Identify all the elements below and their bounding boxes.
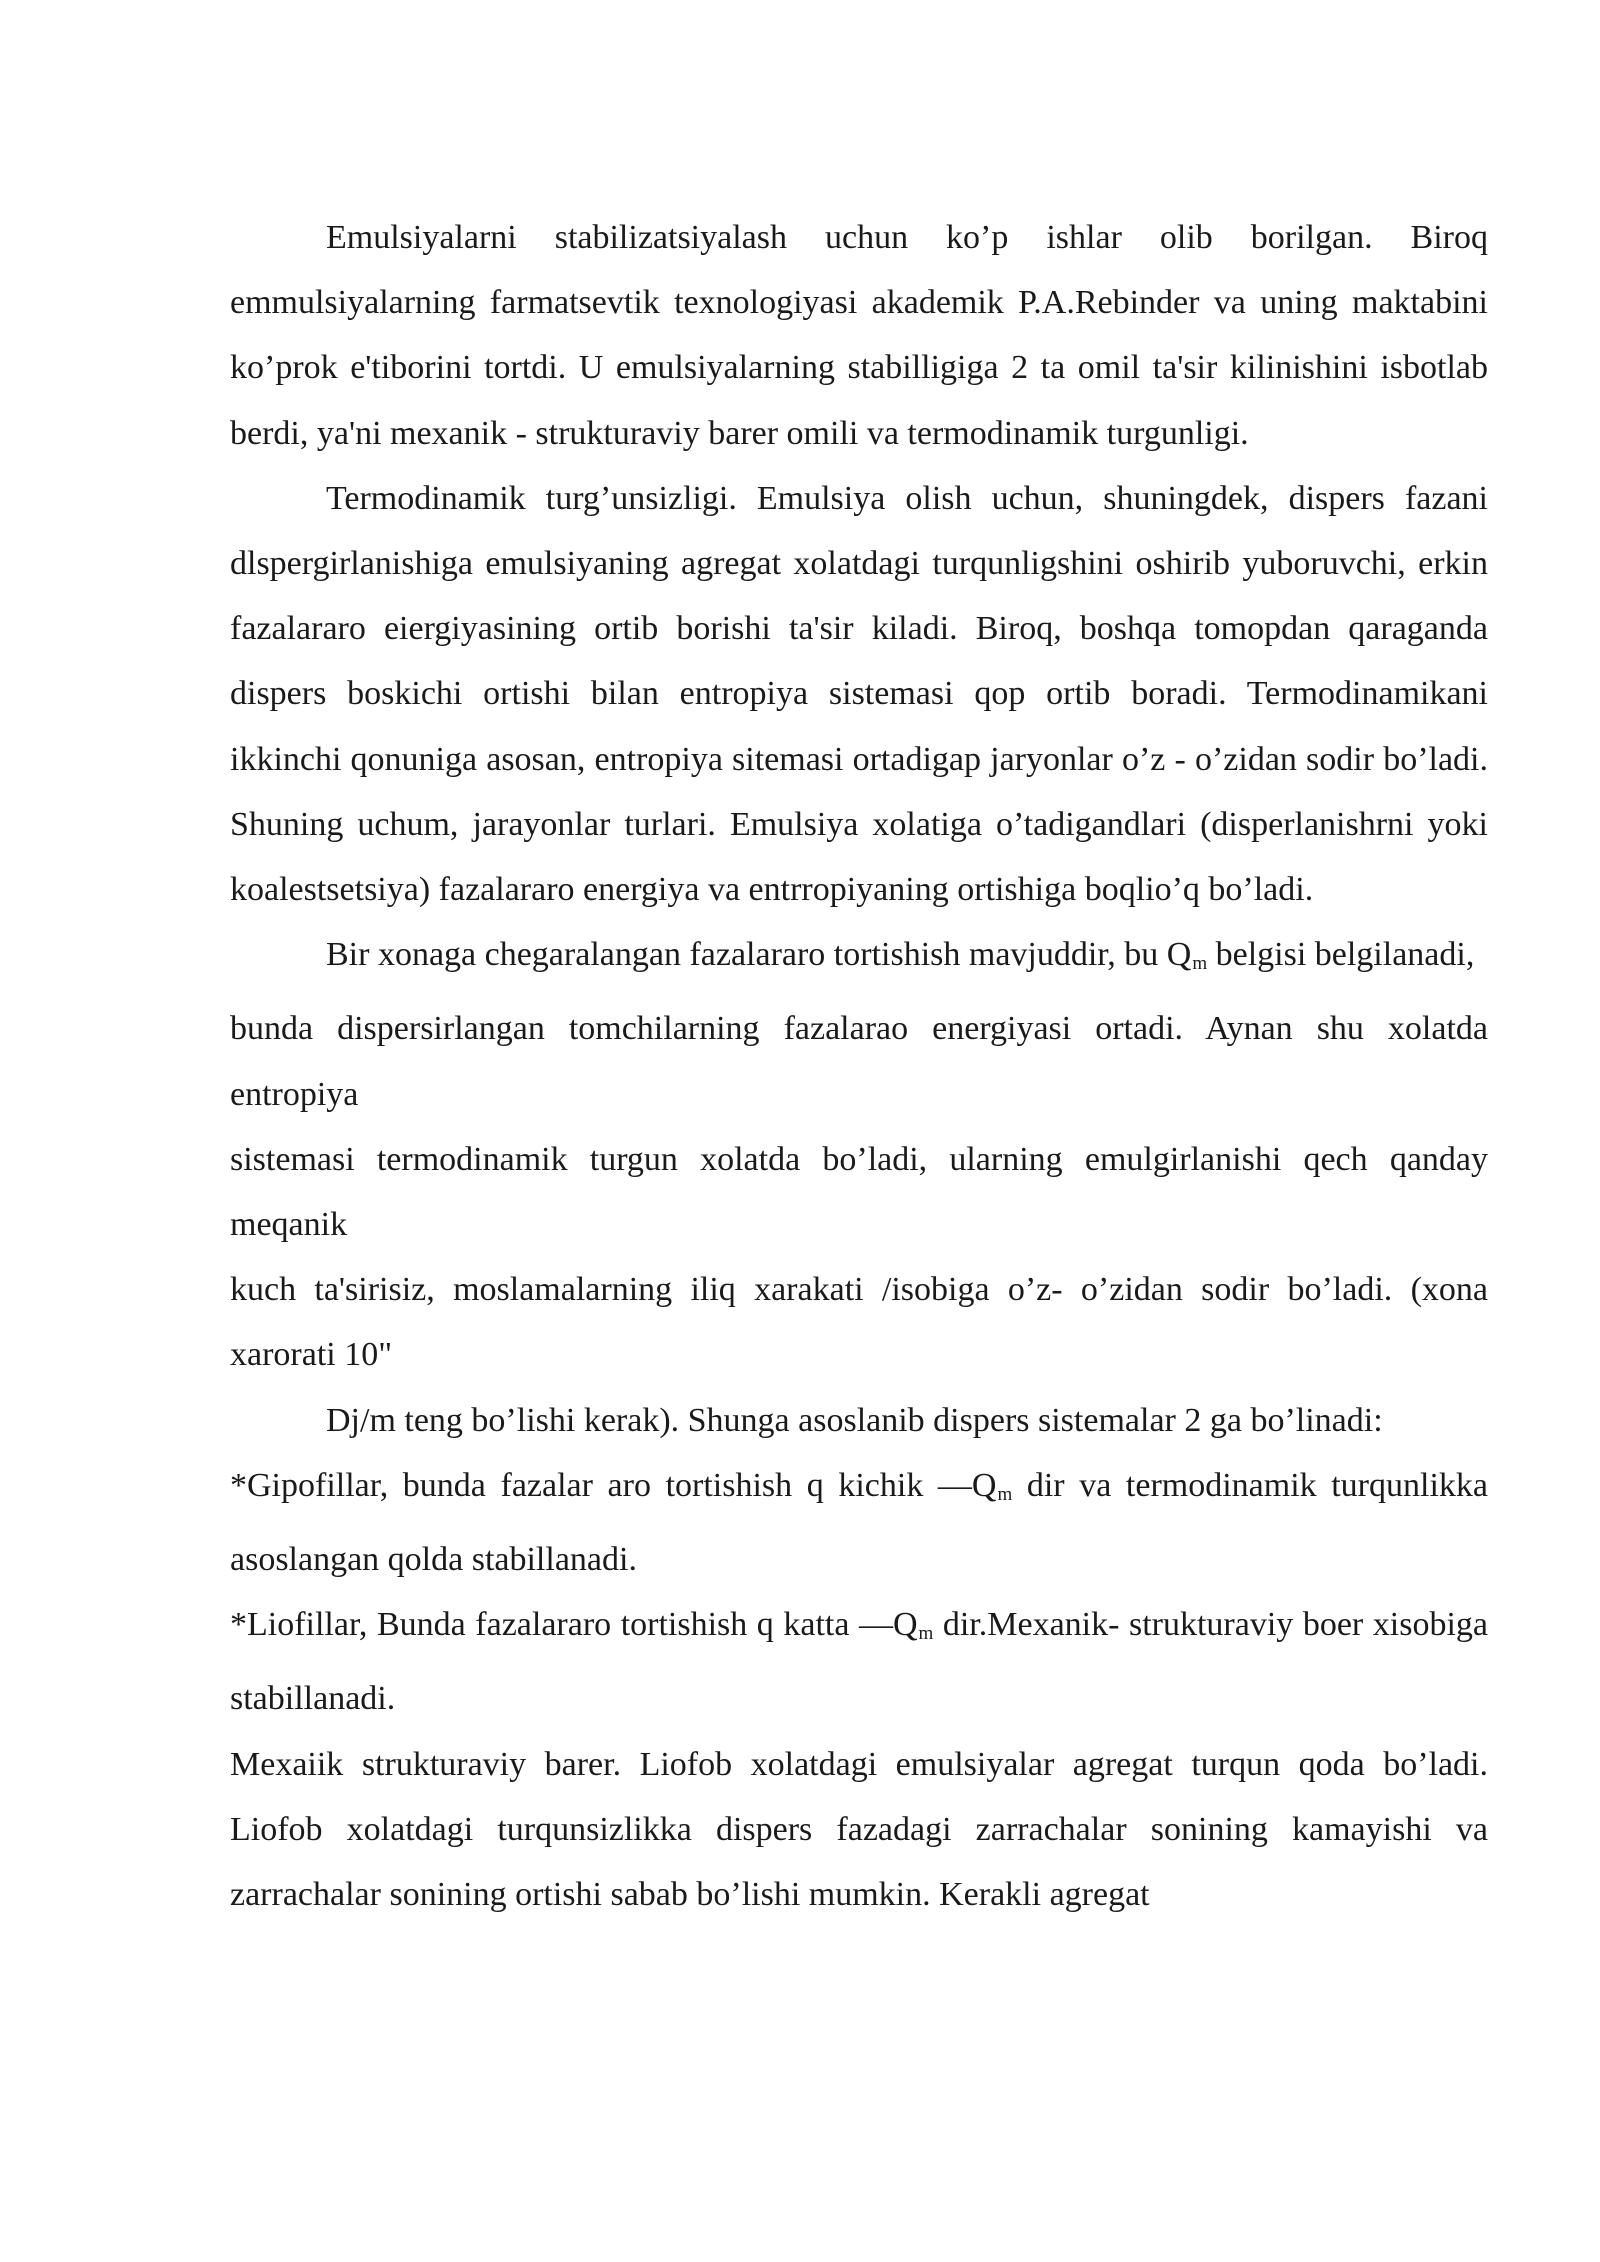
paragraph-thermodynamic-instability: Termodinamik turg’unsizligi. Emulsiya olish uchun, shuningdek, dispers fazani dlspergirlanishiga emulsiyaning agregat xolatdagi turqunligshini oshirib yuboruvchi, erkin fazalararo eiergiyasining ortib borishi ta'sir kiladi. Biroq, boshqa tomopdan qaraganda dispers boskichi ortishi bilan entropiya sistemasi qop ortib boradi. Termodinamikani ikkinchi qonuniga asosan, entropiya sitemasi ortadigap jaryonlar o’z - o’zidan sodir bo’ladi. Shuning uchum, jarayonlar turlari. Emulsiya xolatiga o’tadigandlari (disperlanishrni yoki koalestsetsiya) fazalararo energiya va entrropiyaning ortishiga boqlio’q bo’ladi.	[230, 479, 1488, 909]
subscript-m: m	[997, 1483, 1013, 1505]
paragraph-emulsion-stabilization: Emulsiyalarni stabilizatsiyalash uchun ko’p ishlar olib borilgan. Biroq emmulsiyalarning farmatsevtik texnologiyasi akademik P.A.Rebinder va uning maktabini ko’prok e'tiborini tortdi. U emulsiyalarning stabilligiga 2 ta omil ta'sir kilinishini isbotlab berdi, ya'ni mexanik - strukturaviy barer omili va termodinamik turgunligi.	[230, 219, 1488, 452]
list-item-gipofillar	[230, 1453, 1488, 1592]
document-body	[230, 205, 1488, 1927]
text-run: dir va termodinamik turqunlikka asoslangan qolda stabillanadi.	[230, 1466, 1488, 1579]
text-run: Bir xonaga chegaralangan fazalararo tortishish mavjuddir, bu Q	[326, 936, 1192, 974]
list-item-liofillar	[230, 1592, 1488, 1731]
paragraph-system-classification: Dj/m teng bo’lishi kerak). Shunga asoslanib dispers sistemalar 2 ga bo’linadi:	[326, 1401, 1383, 1439]
paragraph-interfacial-tension	[230, 922, 1488, 996]
paragraph-spontaneous-emulsification: kuch ta'sirisiz, moslamalarning iliq xarakati /isobiga o’z- o’zidan sodir bo’ladi. (xona xarorati 10"	[230, 1271, 1488, 1374]
paragraph-mechanical-barrier: Mexaiik strukturaviy barer. Liofob xolatdagi emulsiyalar agregat turqun qoda bo’ladi. Liofob xolatdagi turqunsizlikka dispers fazadagi zarrachalar sonining kamayishi va zarrachalar sonining ortishi sabab bo’lishi mumkin. Kerakli agregat	[230, 1745, 1488, 1914]
text-run: *Gipofillar, bunda fazalar aro tortishish q kichik —Q	[230, 1466, 997, 1504]
paragraph-stable-state: sistemasi termodinamik turgun xolatda bo’ladi, ularning emulgirlanishi qech qanday meqanik	[230, 1140, 1488, 1244]
text-run: belgisi belgilanadi,	[1207, 936, 1475, 974]
paragraph-droplet-energy: bunda dispersirlangan tomchilarning fazalarao energiyasi ortadi. Aynan shu xolatda entropiya	[230, 1010, 1488, 1113]
subscript-m: m	[1192, 953, 1208, 975]
text-run: dir.Mexanik- strukturaviy boer xisobiga stabillanadi.	[230, 1606, 1488, 1718]
subscript-m: m	[918, 1623, 934, 1645]
text-run: *Liofillar, Bunda fazalararo tortishish q katta —Q	[230, 1606, 918, 1644]
